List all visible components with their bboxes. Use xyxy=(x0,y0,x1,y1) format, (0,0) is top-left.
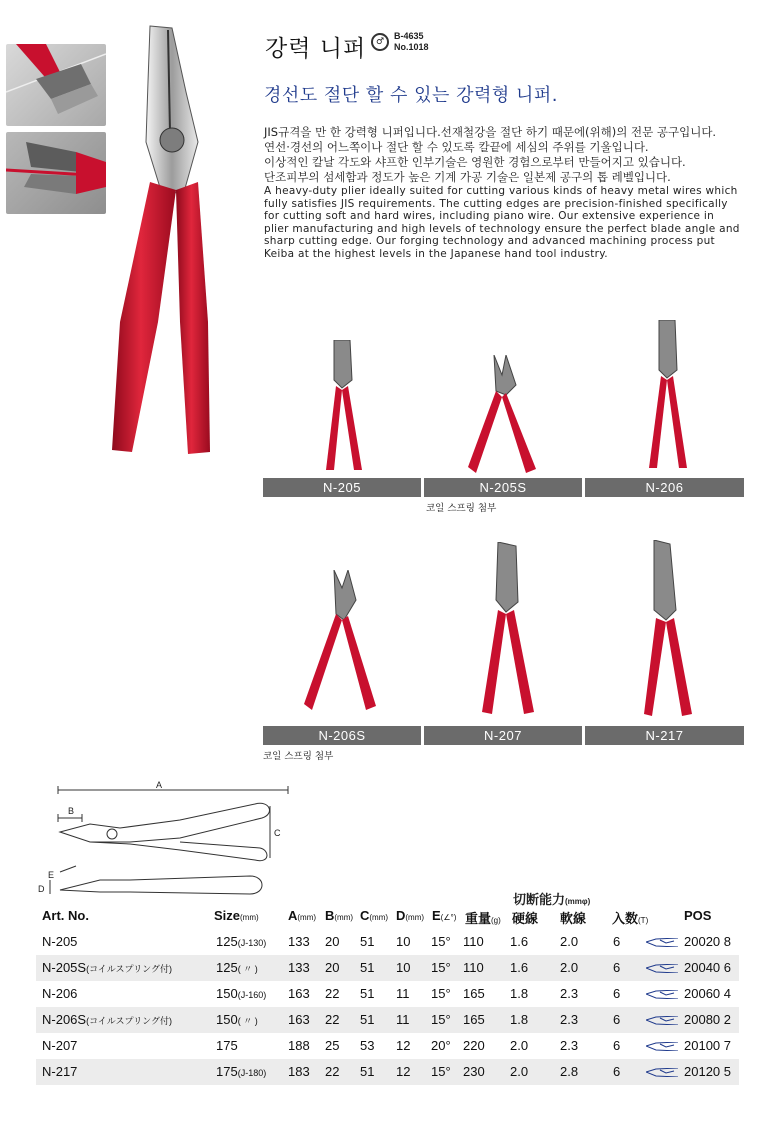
th-art-no: Art. No. xyxy=(42,908,89,923)
cell-soft: 2.0 xyxy=(560,960,579,975)
cell-art: N-206 xyxy=(42,986,78,1001)
cell-qty: 6 xyxy=(613,1038,621,1053)
cell-pos: 20080 2 xyxy=(684,1012,731,1027)
cell-e: 15° xyxy=(431,986,451,1001)
cell-pos: 20100 7 xyxy=(684,1038,731,1053)
product-label-n206s: N-206S xyxy=(263,726,421,745)
cell-c: 51 xyxy=(360,934,375,949)
cell-a: 183 xyxy=(288,1064,310,1079)
cell-art: N-205 xyxy=(42,934,78,949)
cell-pos: 20120 5 xyxy=(684,1064,731,1079)
plier-pictogram-icon xyxy=(646,990,678,999)
product-codes xyxy=(394,31,429,53)
cell-soft: 2.3 xyxy=(560,1038,579,1053)
cell-art: N-207 xyxy=(42,1038,78,1053)
product-image-n207 xyxy=(478,542,542,720)
code-b: B-4635 xyxy=(394,31,424,41)
product-image-n205 xyxy=(320,340,368,475)
keiba-logo-icon: ♂ xyxy=(371,33,389,51)
table-row xyxy=(36,981,739,1007)
product-description xyxy=(264,125,740,260)
th-c: C(mm) xyxy=(360,908,389,923)
table-row xyxy=(36,1059,739,1085)
cell-b: 20 xyxy=(325,934,340,949)
dimension-diagram xyxy=(30,780,290,905)
cell-qty: 6 xyxy=(613,1064,621,1079)
cell-a: 163 xyxy=(288,986,310,1001)
cell-b: 22 xyxy=(325,1064,340,1079)
cell-size: 150(J-160) xyxy=(216,986,267,1001)
table-row xyxy=(36,1007,739,1033)
cell-e: 20° xyxy=(431,1038,451,1053)
cell-size: 150( 〃 ) xyxy=(216,1012,258,1027)
th-weight: 重量(g) xyxy=(465,911,501,926)
cell-d: 12 xyxy=(396,1064,411,1079)
th-e: E(∠°) xyxy=(432,908,457,923)
page-subtitle: 경선도 절단 할 수 있는 강력형 니퍼. xyxy=(264,85,558,106)
cell-art: N-205S(コイルスプリング付) xyxy=(42,960,172,975)
cell-d: 10 xyxy=(396,960,411,975)
cell-d: 10 xyxy=(396,934,411,949)
cell-e: 15° xyxy=(431,1064,451,1079)
cell-size: 125(J-130) xyxy=(216,934,267,949)
cell-soft: 2.3 xyxy=(560,1012,579,1027)
hero-plier-image xyxy=(98,22,238,462)
cell-weight: 230 xyxy=(463,1064,485,1079)
cell-qty: 6 xyxy=(613,986,621,1001)
th-b: B(mm) xyxy=(325,908,354,923)
cell-hard: 1.6 xyxy=(510,960,529,975)
plier-pictogram-icon xyxy=(646,1042,678,1051)
cell-weight: 110 xyxy=(463,960,484,975)
th-size: Size(mm) xyxy=(214,908,259,923)
cell-pos: 20040 6 xyxy=(684,960,731,975)
product-label-n206: N-206 xyxy=(585,478,744,497)
cell-hard: 2.0 xyxy=(510,1038,529,1053)
th-qty: 入数(T) xyxy=(612,911,649,926)
cell-hard: 1.8 xyxy=(510,1012,529,1027)
n205s-spring-note: 코일 스프링 첨부 xyxy=(426,503,497,514)
table-row xyxy=(36,1033,739,1059)
cell-d: 11 xyxy=(396,1012,410,1027)
product-label-n207: N-207 xyxy=(424,726,582,745)
cell-e: 15° xyxy=(431,934,451,949)
cell-qty: 6 xyxy=(613,1012,621,1027)
cell-size: 175(J-180) xyxy=(216,1064,267,1079)
cell-soft: 2.0 xyxy=(560,934,579,949)
cell-d: 11 xyxy=(396,986,410,1001)
cutting-demo-photo-2 xyxy=(6,132,106,214)
th-hard-wire: 硬線 xyxy=(512,911,539,926)
dim-label-b: B xyxy=(68,806,75,816)
dim-label-c: C xyxy=(274,828,281,838)
cell-b: 25 xyxy=(325,1038,340,1053)
cell-e: 15° xyxy=(431,960,451,975)
product-label-n205s: N-205S xyxy=(424,478,582,497)
code-no: No.1018 xyxy=(394,42,429,52)
cell-art: N-217 xyxy=(42,1064,78,1079)
product-image-n217 xyxy=(640,540,696,720)
plier-pictogram-icon xyxy=(646,1016,678,1025)
cell-b: 20 xyxy=(325,960,340,975)
diagram-plier-top xyxy=(60,803,269,842)
cell-b: 22 xyxy=(325,986,340,1001)
cell-b: 22 xyxy=(325,1012,340,1027)
dim-label-d: D xyxy=(38,884,45,894)
page-title: 강력 니퍼 xyxy=(265,36,367,62)
cutting-demo-photo-1 xyxy=(6,44,106,126)
plier-pictogram-icon xyxy=(646,1068,678,1077)
plier-pictogram-icon xyxy=(646,938,678,947)
n206s-spring-note: 코일 스프링 첨부 xyxy=(263,751,334,762)
cell-soft: 2.3 xyxy=(560,986,579,1001)
cell-c: 51 xyxy=(360,1012,375,1027)
cell-weight: 110 xyxy=(463,934,484,949)
plier-pictogram-icon xyxy=(646,964,678,973)
cell-pos: 20020 8 xyxy=(684,934,731,949)
cell-size: 175 xyxy=(216,1038,238,1053)
th-a: A(mm) xyxy=(288,908,317,923)
desc-en: A heavy-duty plier ideally suited for cutting various kinds of heavy metal wires which fully satisfies JIS requirements. The cutting edges are precision-finished specifically for cutting soft and hard wires, including piano wire. Our extensive experience in plier manufacturing and high levels of technology ensure the perfect blade angle and sharp cutting edge. Our forging technology and advanced machining process put Keiba at the highest levels in the Japanese hand tool industry. xyxy=(264,185,740,260)
cell-size: 125( 〃 ) xyxy=(216,960,258,975)
cell-a: 133 xyxy=(288,960,310,975)
cell-hard: 2.0 xyxy=(510,1064,529,1079)
diagram-plier-side xyxy=(60,876,262,894)
cell-pos: 20060 4 xyxy=(684,986,731,1001)
plier-closeup-image-2 xyxy=(6,132,106,214)
product-image-n205s xyxy=(466,355,544,477)
desc-ko-1: JIS규격을 만 한 강력형 니퍼입니다.선재철강을 절단 하기 때문에(위해)의 전문 공구입니다. xyxy=(264,125,717,139)
cell-a: 133 xyxy=(288,934,310,949)
cutting-capacity-header xyxy=(513,889,590,908)
plier-closeup-image xyxy=(6,44,106,126)
cutting-capacity-unit: (mmφ) xyxy=(565,897,591,906)
dim-label-e: E xyxy=(48,870,55,880)
cell-weight: 220 xyxy=(463,1038,485,1053)
cell-qty: 6 xyxy=(613,934,621,949)
cell-qty: 6 xyxy=(613,960,621,975)
cell-e: 15° xyxy=(431,1012,451,1027)
cell-a: 163 xyxy=(288,1012,310,1027)
cell-c: 53 xyxy=(360,1038,375,1053)
product-image-n206s xyxy=(300,570,380,715)
cell-c: 51 xyxy=(360,1064,375,1079)
cell-a: 188 xyxy=(288,1038,310,1053)
cell-hard: 1.8 xyxy=(510,986,529,1001)
cell-weight: 165 xyxy=(463,986,485,1001)
diagram-plier-bottom xyxy=(90,842,267,861)
cell-d: 12 xyxy=(396,1038,411,1053)
product-image-n206 xyxy=(645,320,693,472)
desc-ko-2: 연선·경선의 어느쪽이나 절단 할 수 있도록 칼끝에 세심의 주위를 기울입니다. xyxy=(264,140,649,154)
th-soft-wire: 軟線 xyxy=(560,911,587,926)
cutting-capacity-label: 切断能力 xyxy=(513,892,566,907)
cell-c: 51 xyxy=(360,986,375,1001)
product-label-n217: N-217 xyxy=(585,726,744,745)
cell-art: N-206S(コイルスプリング付) xyxy=(42,1012,172,1027)
cell-hard: 1.6 xyxy=(510,934,529,949)
table-row xyxy=(36,955,739,981)
cell-soft: 2.8 xyxy=(560,1064,579,1079)
th-d: D(mm) xyxy=(396,908,425,923)
dim-label-a: A xyxy=(156,780,163,790)
desc-ko-3: 이상적인 칼날 각도와 샤프한 인부기술은 영원한 경험으로부터 만들어지고 있습니다. xyxy=(264,155,686,169)
product-label-n205: N-205 xyxy=(263,478,421,497)
th-pos: POS xyxy=(684,908,712,923)
cell-c: 51 xyxy=(360,960,375,975)
cell-weight: 165 xyxy=(463,1012,485,1027)
desc-ko-4: 단조피부의 섬세함과 정도가 높은 기계 가공 기술은 일본제 공구의 톱 레벨입니다. xyxy=(264,170,671,184)
table-row xyxy=(36,929,739,955)
dim-e-line xyxy=(60,866,76,872)
